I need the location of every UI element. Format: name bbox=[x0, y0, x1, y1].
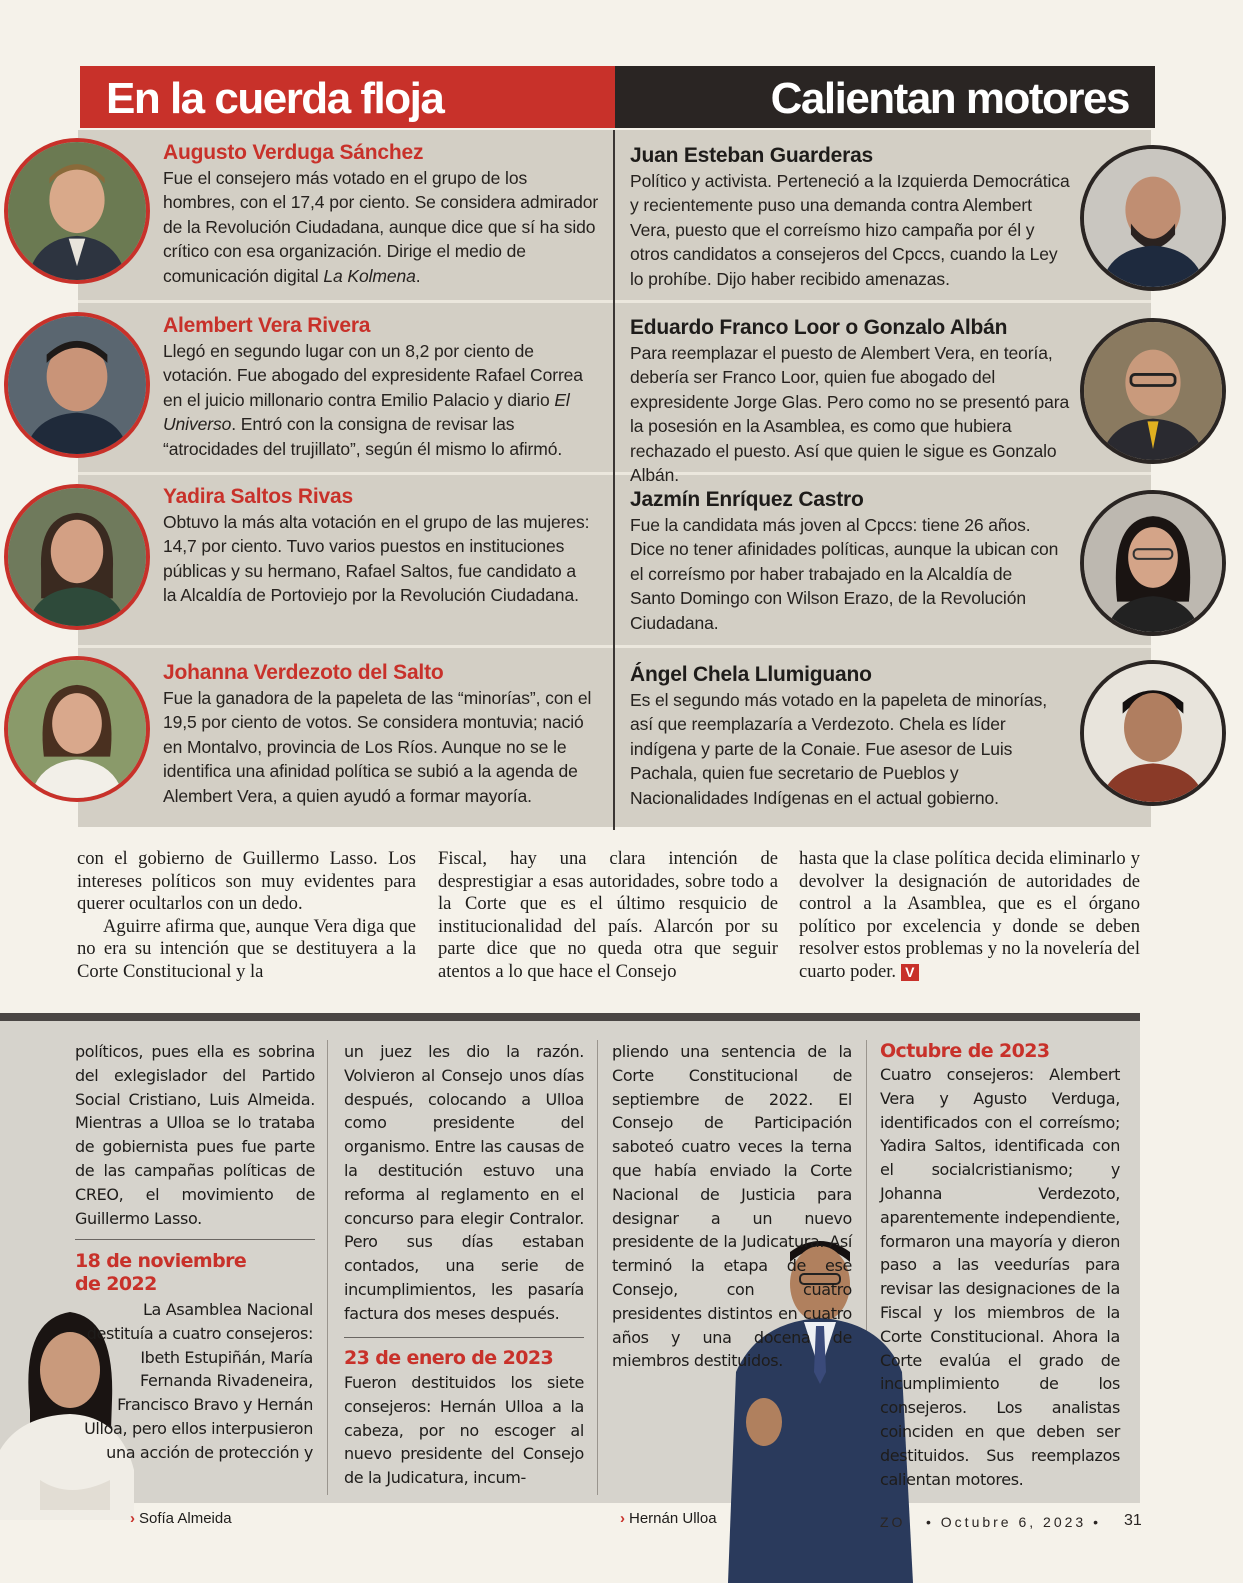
caption-sofia-almeida: › Sofía Almeida bbox=[130, 1510, 232, 1527]
profile-juan-esteban-guarderas bbox=[630, 143, 1072, 291]
profile-name: Yadira Saltos Rivas bbox=[163, 485, 353, 508]
section-header-right: Calientan motores bbox=[615, 66, 1155, 128]
profile-alembert-vera bbox=[163, 313, 603, 461]
profile-text: Fue el consejero más votado en el grupo de los hombres, con el 17,4 por ciento. Se considera admirador de la Revolución Ciudadana, aunque dice que sí ha sido crítico con esa organización. Dirige el medio de comunicación digital La Kolmena. bbox=[163, 168, 599, 286]
timeline-top-bar bbox=[0, 1013, 1140, 1021]
profile-eduardo-franco-loor bbox=[630, 315, 1072, 487]
article-column-2 bbox=[438, 848, 778, 984]
caption-arrow-icon: › bbox=[620, 1510, 625, 1527]
profile-text: Fue la ganadora de la papeleta de las “minorías”, con el 19,5 por ciento de votos. Se considera montuvia; nació en Montalvo, provincia de Los Ríos. Aunque no se le identifica una afinidad política se subió a la agenda de Alembert Vera, a quien ayudó a formar mayoría. bbox=[163, 688, 592, 806]
avatar-jazmin-enriquez bbox=[1080, 490, 1226, 636]
profile-name: Johanna Verdezoto del Salto bbox=[163, 661, 444, 684]
timeline-column-1-text-2: La Asamblea Nacional destituía a cuatro consejeros: Ibeth Estupiñán, María Fernanda Rivadeneira, Francisco Bravo y Hernán Ulloa, pero ellos interpusieron una acción de protección y bbox=[84, 1300, 313, 1462]
page-number: 31 bbox=[1124, 1512, 1142, 1529]
avatar-yadira-saltos bbox=[4, 484, 150, 630]
end-mark-icon: V bbox=[901, 964, 919, 981]
folio-magazine-name: ZO bbox=[880, 1514, 906, 1530]
timeline-date-oct-2023: Octubre de 2023 bbox=[880, 1040, 1050, 1062]
timeline-column-2-text: un juez les dio la razón. Volvieron al Consejo unos días después, colocando a Ulloa como presidente del organismo. Entre las causas de la destitución estuvo una reforma al reglamento en el concurso para elegir Contralor. Pero sus días estaban contados, una serie de incumplimientos, les pasaría factura dos meses después. bbox=[344, 1042, 584, 1323]
article-paragraph: Aguirre afirma que, aunque Vera diga que no era su intención que se destituyera a la Corte Constitucional y la bbox=[77, 915, 416, 982]
avatar-juan-esteban-guarderas bbox=[1080, 145, 1226, 291]
profile-name: Alembert Vera Rivera bbox=[163, 314, 371, 337]
folio-date: • Octubre 6, 2023 • bbox=[926, 1514, 1101, 1530]
caption-hernan-ulloa: › Hernán Ulloa bbox=[620, 1510, 717, 1527]
timeline-date-nov-2022: 18 de noviembre de 2022 bbox=[75, 1250, 247, 1295]
caption-arrow-icon: › bbox=[130, 1510, 135, 1527]
timeline-column-4-text: Cuatro consejeros: Alembert Vera y Agusto Verduga, identificados con el correísmo; Yadira Saltos, identificada con el socialcristianismo; y Johanna Verdezoto, aparentemente independiente, formaron una mayoría y dieron paso a las veedurías para revisar las designaciones de la Fiscal y los miembros de la Corte Constitucional. Ahora la Corte evalúa el grado de incumplimiento de los consejeros. Los analistas coinciden en que deben ser destituidos. Sus reemplazos calientan motores. bbox=[880, 1065, 1120, 1489]
avatar-angel-chela bbox=[1080, 660, 1226, 806]
timeline-column-divider bbox=[597, 1040, 598, 1495]
timeline-column-3-text: pliendo una sentencia de la Corte Constitucional de septiembre de 2022. El Consejo de Participación saboteó cuatro veces la terna que había enviado la Corte Nacional de Justicia para designar a un nuevo presidente de la Judicatura. Así terminó la etapa de ese Consejo, con cuatro presidentes distintos en cuatro años y una docena de miembros destituidos. bbox=[612, 1042, 852, 1371]
avatar-johanna-verdezoto bbox=[4, 656, 150, 802]
timeline-column-2-text-2: Fueron destituidos los siete consejeros: Hernán Ulloa a la cabeza, por no escoger al nuevo presidente del Consejo de la Judicatura, incum- bbox=[344, 1373, 584, 1488]
profile-yadira-saltos bbox=[163, 484, 593, 608]
profile-jazmin-enriquez bbox=[630, 487, 1062, 635]
profile-text: Político y activista. Perteneció a la Izquierda Democrática y recientemente puso una demanda contra Alembert Vera, puesto que el correísmo hizo campaña por él y otros candidatos a consejeros del Cpccs, cuando la Ley lo prohíbe. Dijo haber recibido amenazas. bbox=[630, 171, 1070, 289]
timeline-separator bbox=[344, 1337, 584, 1338]
timeline-separator bbox=[75, 1239, 315, 1240]
timeline-column-1-text: políticos, pues ella es sobrina del exlegislador del Partido Social Cristiano, Luis Almeida. Mientras a Ulloa se lo trataba de gobiernista pues fue parte de las campañas políticas de CREO, el movimiento de Guillermo Lasso. bbox=[75, 1042, 315, 1228]
profile-name: Jazmín Enríquez Castro bbox=[630, 488, 864, 511]
profile-augusto-verduga bbox=[163, 140, 603, 288]
timeline-date-jan-2023: 23 de enero de 2023 bbox=[344, 1347, 554, 1369]
profile-angel-chela bbox=[630, 662, 1062, 810]
section-header-left: En la cuerda floja bbox=[80, 66, 615, 128]
avatar-augusto-verduga bbox=[4, 138, 150, 284]
avatar-alembert-vera bbox=[4, 312, 150, 458]
article-column-1 bbox=[77, 848, 416, 984]
timeline-column-divider bbox=[327, 1040, 328, 1495]
profile-text: Fue la candidata más joven al Cpccs: tiene 26 años. Dice no tener afinidades políticas, aunque la ubican con el correísmo por haber trabajado en la Alcaldía de Santo Domingo con Wilson Erazo, de la Revolución Ciudadana. bbox=[630, 515, 1059, 633]
profile-text: Es el segundo más votado en la papeleta de minorías, así que reemplazaría a Verdezoto. Chela es líder indígena y parte de la Conaie. Fue asesor de Luis Pachala, quien fue secretario de Pueblos y Nacionalidades Indígenas en el actual gobierno. bbox=[630, 690, 1048, 808]
article-paragraph: con el gobierno de Guillermo Lasso. Los intereses políticos son muy evidentes para querer ocultarlos con un dedo. bbox=[77, 848, 416, 915]
profile-text: Llegó en segundo lugar con un 8,2 por ciento de votación. Fue abogado del expresidente Rafael Correa en el juicio millonario contra Emilio Palacio y diario El Universo. Entró con la consigna de revisar las “atrocidades del trujillato”, según él mismo lo afirmó. bbox=[163, 341, 583, 459]
article-column-3 bbox=[799, 848, 1140, 984]
article-paragraph: Fiscal, hay una clara intención de desprestigiar a esas autoridades, sobre todo a la Corte que es el último resquicio de institucionalidad del país. Alarcón por su parte dice que no queda otra que seguir atentos a lo que hace el Consejo bbox=[438, 848, 778, 982]
profile-name: Eduardo Franco Loor o Gonzalo Albán bbox=[630, 316, 1008, 339]
article-paragraph: hasta que la clase política decida eliminarlo y devolver la designación de autoridades de control a la Asamblea, que es el órgano político por excelencia y donde se deben resolver estos problemas y no la novelería del cuarto poder. V bbox=[799, 848, 1140, 982]
profile-text: Obtuvo la más alta votación en el grupo de las mujeres: 14,7 por ciento. Tuvo varios puestos en instituciones públicas y su hermano, Rafael Saltos, fue candidato a la Alcaldía de Portoviejo por la Revolución Ciudadana. bbox=[163, 512, 590, 606]
profile-name: Augusto Verduga Sánchez bbox=[163, 141, 424, 164]
profile-name: Juan Esteban Guarderas bbox=[630, 144, 874, 167]
profile-text: Para reemplazar el puesto de Alembert Vera, en teoría, debería ser Franco Loor, quien fue abogado del expresidente Jorge Glas. Pero como no se presentó para la posesión en la Asamblea, es como que hubiera rechazado el puesto. Así que quien le sigue es Gonzalo Albán. bbox=[630, 343, 1070, 486]
column-divider bbox=[613, 130, 615, 830]
profile-name: Ángel Chela Llumiguano bbox=[630, 663, 872, 686]
profile-johanna-verdezoto bbox=[163, 660, 593, 808]
avatar-eduardo-franco-loor bbox=[1080, 318, 1226, 464]
